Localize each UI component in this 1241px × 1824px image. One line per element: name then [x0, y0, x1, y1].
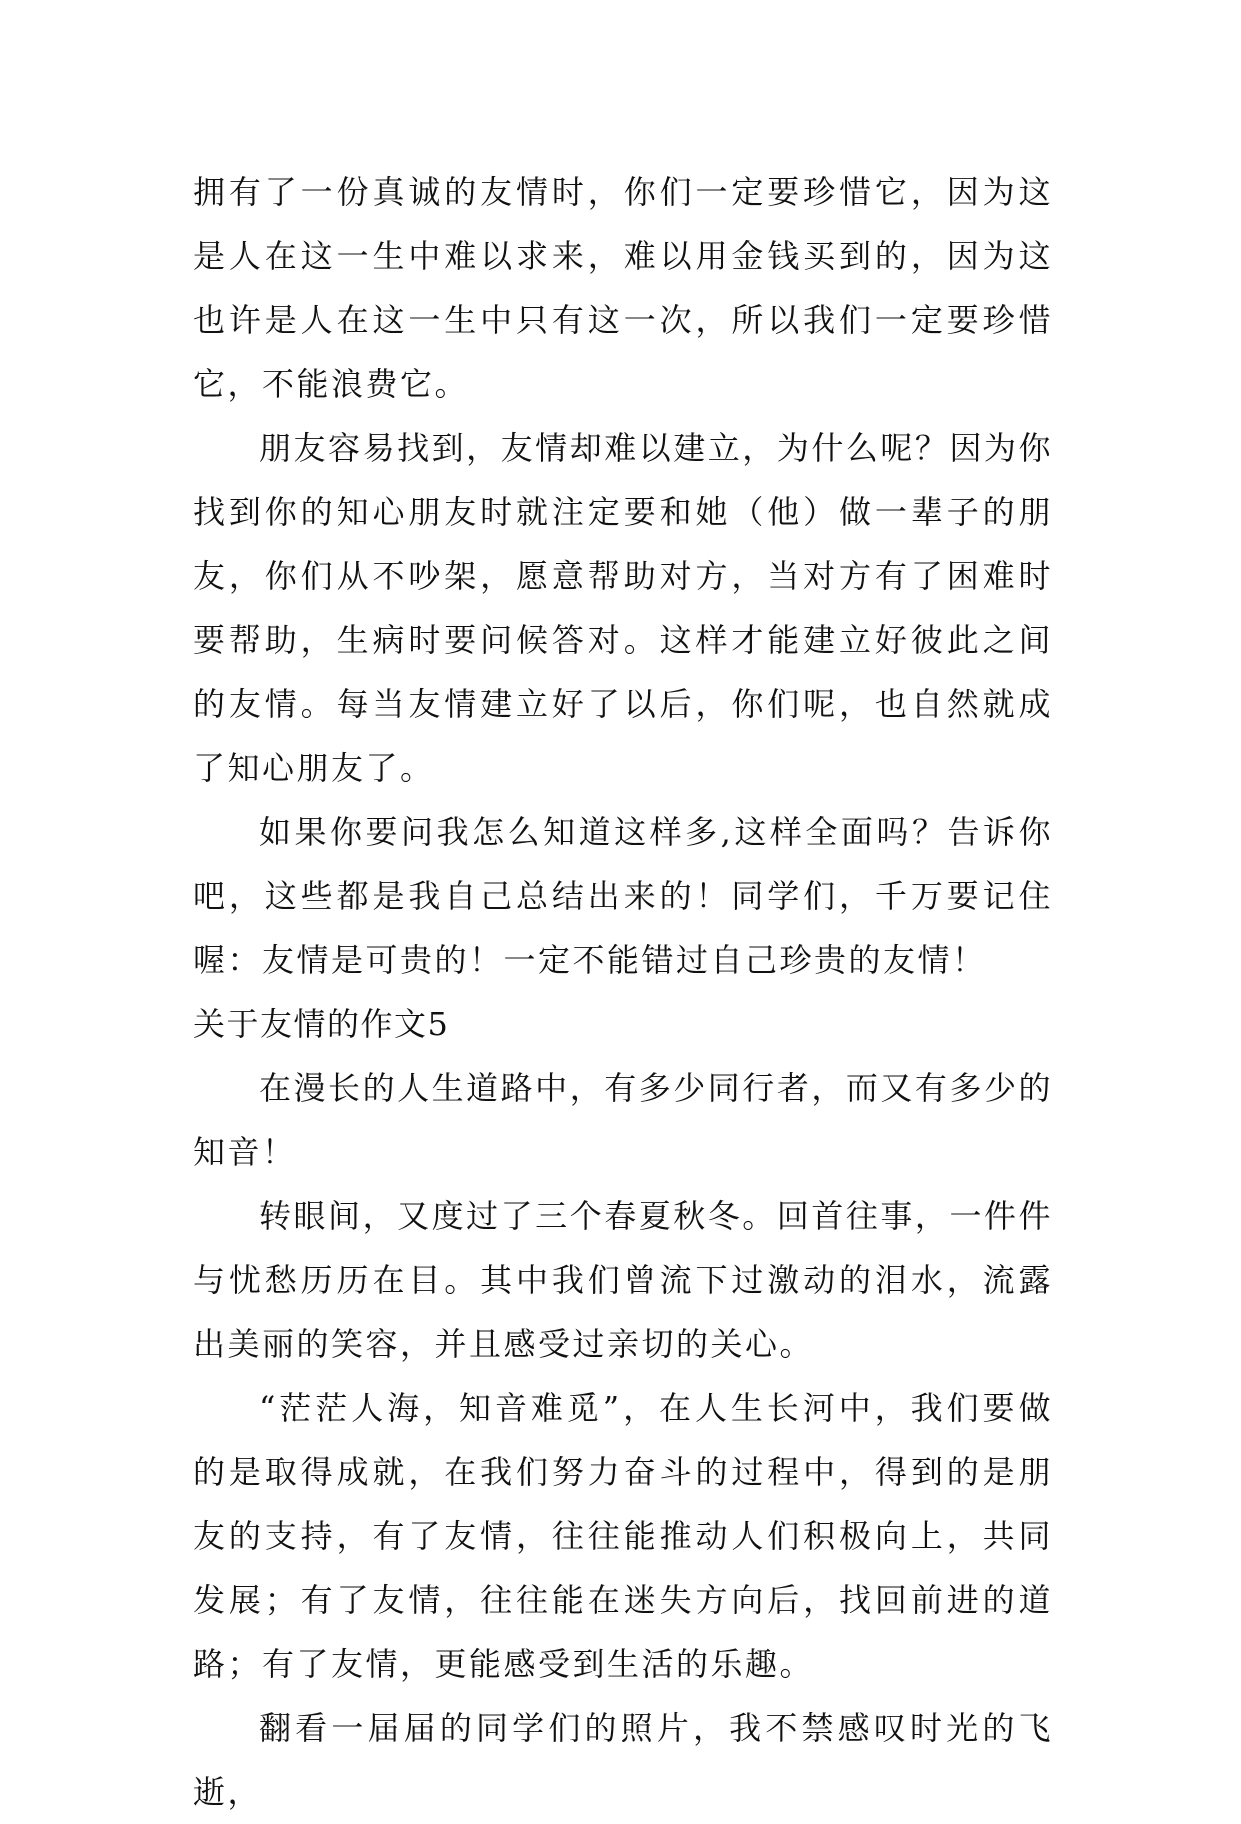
paragraph: 朋友容易找到，友情却难以建立，为什么呢？因为你找到你的知心朋友时就注定要和她（他）做一辈子的朋友，你们从不吵架，愿意帮助对方，当对方有了困难时要帮助，生病时要问候答对。这样才能建立好彼此之间的友情。每当友情建立好了以后，你们呢，也自然就成了知心朋友了。: [193, 429, 1053, 787]
paragraph: 在漫长的人生道路中，有多少同行者，而又有多少的知音！: [193, 1069, 1053, 1171]
section-heading: 关于友情的作文5: [193, 1005, 450, 1043]
paragraph: 翻看一届届的同学们的照片，我不禁感叹时光的飞逝，: [193, 1709, 1053, 1811]
paragraph: 如果你要问我怎么知道这样多,这样全面吗？告诉你吧，这些都是我自己总结出来的！同学们，千万要记住喔：友情是可贵的！一定不能错过自己珍贵的友情！: [193, 813, 1053, 979]
paragraph: 拥有了一份真诚的友情时，你们一定要珍惜它，因为这是人在这一生中难以求来，难以用金钱买到的，因为这也许是人在这一生中只有这一次，所以我们一定要珍惜它，不能浪费它。: [193, 173, 1053, 403]
paragraph: “茫茫人海，知音难觅”，在人生长河中，我们要做的是取得成就，在我们努力奋斗的过程中，得到的是朋友的支持，有了友情，往往能推动人们积极向上，共同发展；有了友情，往往能在迷失方向后，找回前进的道路；有了友情，更能感受到生活的乐趣。: [193, 1389, 1053, 1683]
document-body: [193, 160, 1053, 1824]
paragraph: 转眼间，又度过了三个春夏秋冬。回首往事，一件件与忧愁历历在目。其中我们曾流下过激动的泪水，流露出美丽的笑容，并且感受过亲切的关心。: [193, 1197, 1053, 1363]
